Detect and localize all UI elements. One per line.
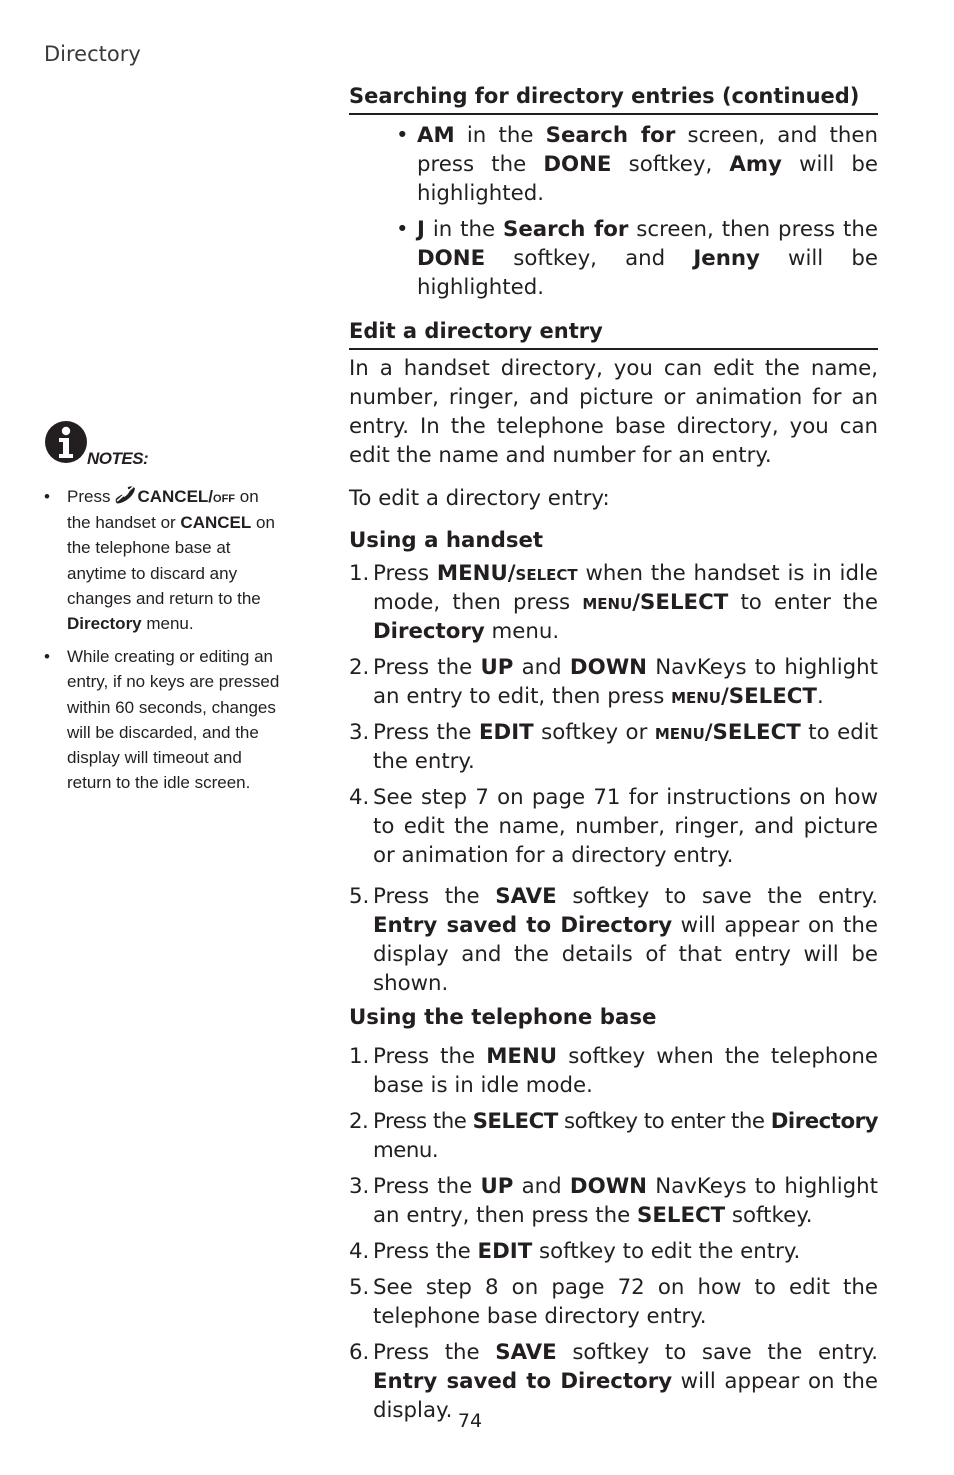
running-head: Directory	[44, 42, 141, 66]
search-bullet-j: • J in the Search for screen, then press the DONE softkey, and Jenny will be highlighted.	[396, 215, 878, 302]
edit-intro: In a handset directory, you can edit the name, number, ringer, and picture or animation for an entry. In the telephone base directory, you can edit the name and number for an entry.	[349, 356, 878, 468]
base-step: 3. Press the UP and DOWN NavKeys to highlight an entry, then press the SELECT softkey.	[349, 1174, 879, 1228]
info-icon	[44, 420, 88, 464]
base-step: 2. Press the SELECT softkey to enter the Directory menu.	[349, 1109, 878, 1163]
base-step: 6. Press the SAVE softkey to save the entry. Entry saved to Directory will appear on the display.	[349, 1340, 878, 1423]
section-title-edit: Edit a directory entry	[349, 317, 878, 350]
subheading-handset: Using a handset	[349, 528, 544, 553]
handset-step: 1. Press MENU/select when the handset is in idle mode, then press menu/SELECT to enter the Directory menu.	[349, 561, 879, 644]
search-bullets	[349, 121, 878, 302]
note-item-timeout: • While creating or editing an entry, if no keys are pressed within 60 seconds, changes will be discarded, and the display will timeout and return to the idle screen.	[44, 644, 284, 795]
handset-step: 3. Press the EDIT softkey or menu/SELECT to edit the entry.	[349, 720, 878, 774]
base-step: 1. Press the MENU softkey when the telephone base is in idle mode.	[349, 1044, 879, 1098]
handset-step: 4. See step 7 on page 71 for instructions on how to edit the name, number, ringer, and picture or animation for a directory entry.	[349, 785, 878, 868]
handset-step: 5. Press the SAVE softkey to save the entry. Entry saved to Directory will appear on the display and the details of that entry will be shown.	[349, 884, 878, 996]
base-step: 4. Press the EDIT softkey to edit the entry.	[349, 1239, 801, 1264]
notes-header	[44, 420, 284, 466]
note-item-cancel: • Press CANCEL/off on the handset or CANCEL on the telephone base at anytime to discard any changes and return to the Directory menu.	[44, 484, 284, 636]
notes-sidebar	[44, 420, 284, 803]
base-step: 5. See step 8 on page 72 on how to edit the telephone base directory entry.	[349, 1275, 878, 1329]
main-column	[349, 82, 878, 1432]
phone-off-icon	[114, 486, 136, 504]
subheading-base: Using the telephone base	[349, 1005, 657, 1030]
handset-steps	[349, 559, 878, 998]
edit-lead: To edit a directory entry:	[349, 486, 610, 511]
notes-list	[44, 484, 284, 795]
handset-step: 2. Press the UP and DOWN NavKeys to highlight an entry to edit, then press menu/SELECT.	[349, 655, 879, 709]
base-steps	[349, 1042, 878, 1425]
notes-title: NOTES:	[87, 449, 149, 468]
page-number: 74	[457, 1410, 483, 1432]
section-title-search: Searching for directory entries (continued)	[349, 82, 878, 115]
search-bullet-am: • AM in the Search for screen, and then press the DONE softkey, Amy will be highlighted.	[396, 121, 878, 208]
